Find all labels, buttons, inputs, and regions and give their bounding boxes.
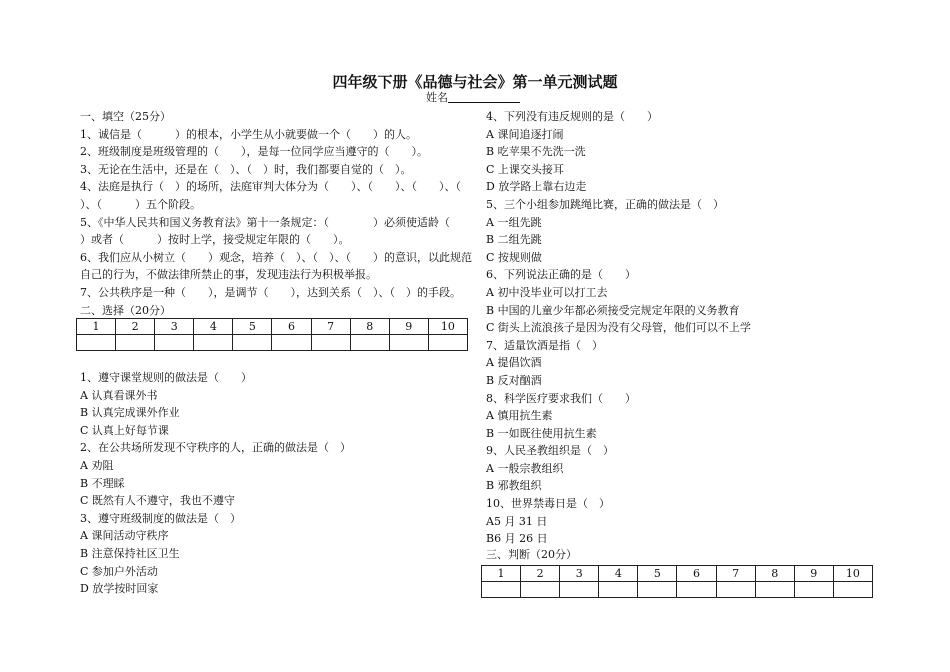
name-blank[interactable] <box>448 90 520 103</box>
judge-answer-cell[interactable] <box>716 582 755 598</box>
question-line: B 二组先跳 <box>486 233 542 247</box>
question-line: A 劝阻 <box>80 458 114 472</box>
judge-section-heading: 三、判断（20分） <box>486 548 577 561</box>
choice-answer-cell[interactable] <box>272 335 311 351</box>
name-label: 姓名 <box>426 91 448 104</box>
question-line: 7、适量饮酒是指（ ） <box>486 338 603 352</box>
judge-number-cell: 4 <box>599 566 638 582</box>
judge-number-cell: 10 <box>833 566 872 582</box>
question-line: A5 月 31 日 <box>486 514 548 528</box>
choice-answer-cell[interactable] <box>389 335 428 351</box>
choice-answer-cell[interactable] <box>428 335 467 351</box>
choice-answer-cell[interactable] <box>77 335 116 351</box>
choice-table-header-row <box>77 319 468 335</box>
judge-number-cell: 1 <box>482 566 521 582</box>
judge-table-answer-row <box>482 582 873 598</box>
question-line: 9、人民圣教组织是（ ） <box>486 444 614 458</box>
judge-number-cell: 3 <box>560 566 599 582</box>
question-line: 2、班级制度是班级管理的（ ），是每一位同学应当遵守的（ ）。 <box>80 145 428 159</box>
question-line: B 一如既往使用抗生素 <box>486 426 597 440</box>
question-line: A 一组先跳 <box>486 215 542 229</box>
judge-answer-cell[interactable] <box>638 582 677 598</box>
judge-answer-cell[interactable] <box>677 582 716 598</box>
left-column-top <box>80 108 472 319</box>
question-line: B 不理睬 <box>80 476 125 490</box>
choice-answer-cell[interactable] <box>350 335 389 351</box>
judge-answer-cell[interactable] <box>482 582 521 598</box>
name-field <box>426 90 520 106</box>
right-column <box>486 108 878 548</box>
choice-number-cell: 5 <box>233 319 272 335</box>
judge-answer-cell[interactable] <box>521 582 560 598</box>
question-line: A 慎用抗生素 <box>486 409 553 423</box>
left-column-bottom <box>80 369 472 598</box>
question-line: ）、（ ）五个阶段。 <box>80 197 201 211</box>
question-line: D 放学路上靠右边走 <box>486 180 587 194</box>
question-line: 4、法庭是执行（ ）的场所，法庭审判大体分为（ ）、（ ）、（ ）、（ <box>80 180 461 194</box>
question-line: 3、遵守班级制度的做法是（ ） <box>80 511 241 525</box>
question-line: 10、世界禁毒日是（ ） <box>486 497 610 511</box>
judge-answer-cell[interactable] <box>794 582 833 598</box>
choice-number-cell: 10 <box>428 319 467 335</box>
question-line: 5、《中华人民共和国义务教育法》第十一条规定：（ ）必须使适龄（ <box>80 215 450 229</box>
question-line: 5、三个小组参加跳绳比赛，正确的做法是（ ） <box>486 197 724 211</box>
judge-answer-cell[interactable] <box>833 582 872 598</box>
question-line: B 邪教组织 <box>486 479 542 493</box>
question-line: 二、选择（20分） <box>80 303 171 317</box>
question-line: A 认真看课外书 <box>80 388 158 402</box>
judge-number-cell: 8 <box>755 566 794 582</box>
question-line: 1、遵守课堂规则的做法是（ ） <box>80 371 252 384</box>
question-line: 6、我们应从小树立（ ）观念，培养（ ）、（ ）、（ ）的意识，以此规范 <box>80 250 472 264</box>
question-line: 4、下列没有违反规则的是（ ） <box>486 110 658 123</box>
choice-answer-table <box>76 318 468 351</box>
judge-answer-cell[interactable] <box>560 582 599 598</box>
question-line: B 注意保持社区卫生 <box>80 546 180 560</box>
judge-number-cell: 6 <box>677 566 716 582</box>
question-line: 7、公共秩序是一种（ ），是调节（ ），达到关系（ ）、（ ）的手段。 <box>80 285 461 299</box>
judge-number-cell: 7 <box>716 566 755 582</box>
choice-answer-cell[interactable] <box>194 335 233 351</box>
choice-answer-cell[interactable] <box>155 335 194 351</box>
judge-number-cell: 9 <box>794 566 833 582</box>
choice-number-cell: 9 <box>389 319 428 335</box>
choice-table-answer-row <box>77 335 468 351</box>
question-line: 8、科学医疗要求我们（ ） <box>486 391 636 405</box>
choice-number-cell: 2 <box>116 319 155 335</box>
question-line: 一、填空（25分） <box>80 110 171 123</box>
question-line: A 课间活动守秩序 <box>80 529 169 543</box>
choice-number-cell: 8 <box>350 319 389 335</box>
judge-number-cell: 5 <box>638 566 677 582</box>
judge-answer-table <box>481 565 873 598</box>
choice-answer-cell[interactable] <box>233 335 272 351</box>
question-line: A 提倡饮酒 <box>486 356 542 370</box>
question-line: C 认真上好每节课 <box>80 423 169 437</box>
question-line: C 上课交头接耳 <box>486 162 564 176</box>
question-line: 1、诚信是（ ）的根本，小学生从小就要做一个（ ）的人。 <box>80 127 417 141</box>
judge-answer-cell[interactable] <box>755 582 794 598</box>
judge-table-header-row <box>482 566 873 582</box>
choice-answer-cell[interactable] <box>311 335 350 351</box>
choice-number-cell: 1 <box>77 319 116 335</box>
question-line: B 中国的儿童少年都必须接受完规定年限的义务教育 <box>486 303 740 317</box>
question-line: C 参加户外活动 <box>80 564 158 578</box>
question-line: B 吃苹果不先洗一洗 <box>486 145 586 159</box>
question-line: D 放学按时回家 <box>80 582 159 596</box>
question-line: B 认真完成课外作业 <box>80 406 180 420</box>
choice-answer-cell[interactable] <box>116 335 155 351</box>
question-line: B6 月 26 日 <box>486 532 548 546</box>
question-line: A 课间追逐打闹 <box>486 127 564 141</box>
page-title: 四年级下册《品德与社会》第一单元测试题 <box>332 73 618 91</box>
question-line: 2、在公共场所发现不守秩序的人，正确的做法是（ ） <box>80 441 351 455</box>
question-line: B 反对酗酒 <box>486 373 542 387</box>
question-line: 自己的行为，不做法律所禁止的事，发现违法行为积极举报。 <box>80 268 377 282</box>
question-line: ）或者（ ）按时上学，接受规定年限的（ ）。 <box>80 233 350 247</box>
choice-number-cell: 3 <box>155 319 194 335</box>
judge-section <box>486 546 878 564</box>
question-line: A 一般宗教组织 <box>486 461 564 475</box>
question-line: 6、下列说法正确的是（ ） <box>486 268 636 282</box>
question-line: 3、无论在生活中，还是在（ ）、（ ）时，我们都要自觉的（ ）。 <box>80 162 412 176</box>
question-line: A 初中没毕业可以打工去 <box>486 285 608 299</box>
choice-number-cell: 7 <box>311 319 350 335</box>
question-line: C 既然有人不遵守，我也不遵守 <box>80 494 235 508</box>
question-line: C 街头上流浪孩子是因为没有父母管，他们可以不上学 <box>486 321 751 335</box>
judge-answer-cell[interactable] <box>599 582 638 598</box>
question-line: C 按规则做 <box>486 250 542 264</box>
judge-number-cell: 2 <box>521 566 560 582</box>
choice-number-cell: 4 <box>194 319 233 335</box>
choice-number-cell: 6 <box>272 319 311 335</box>
